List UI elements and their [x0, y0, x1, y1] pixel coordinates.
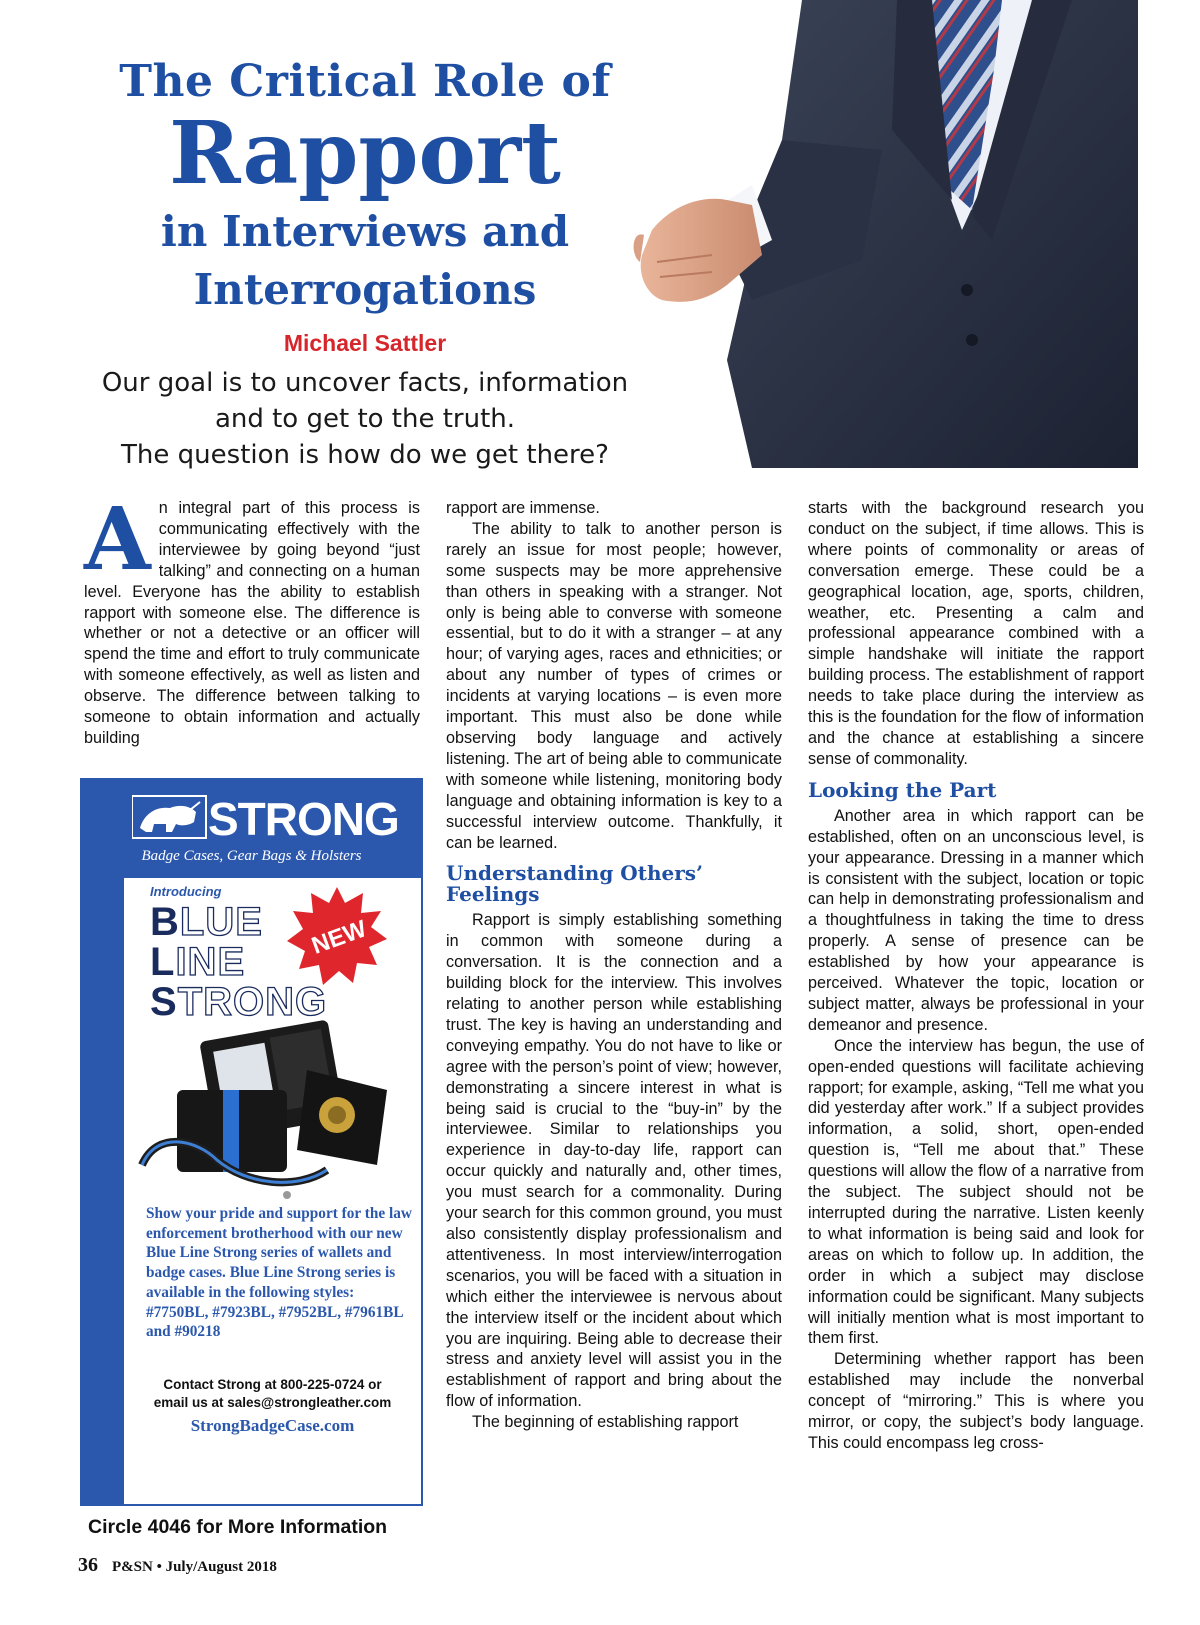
paragraph: rapport are immense. [446, 499, 600, 517]
ad-word-rest: INE [175, 940, 246, 984]
ad-tagline: Badge Cases, Gear Bags & Holsters [141, 848, 362, 864]
strong-advertisement [80, 778, 423, 1506]
paragraph: starts with the background research you conduct on the subject, if time allows. This is where points of commonality or areas of conversation emerge. These could be a geographical location, age, sports, children, weather, etc. Presenting a calm and professional appearance combined with a simple handshake will initiate the rapport building process. The establishment of rapport needs to take place during the interview as this is the foundation for the flow of information and the chance at establishing a sincere sense of commonality. [808, 499, 1144, 768]
headline-line-4: Interrogations [193, 265, 537, 314]
wallet-products-image [137, 990, 407, 1200]
article-column-2 [446, 498, 782, 1433]
headline-line-2: Rapport [169, 103, 561, 204]
page-footer [78, 1554, 277, 1577]
ad-contact-email[interactable]: email us at sales@strongleather.com [153, 1395, 392, 1410]
headline-line-3: in Interviews and [160, 207, 570, 256]
paragraph: Determining whether rapport has been established may include the nonverbal concept of “mirroring.” This is where you mirror, or copy, the subject’s body language. This could encompass leg cross- [808, 1350, 1144, 1452]
paragraph: The ability to talk to another person is rarely an issue for most people; however, some suspects may be more apprehensive than others in speaking with a stranger. Not only is being able to converse with someone essential, but to do it with a stranger – at any hour; of varying ages, races and ethnicities; or about any number of types of crimes or incidents at varying locations – is even more important. This must also be done while observing body language and actively listening. The art of being able to communicate with someone while listening, monitoring body language and obtaining information is key to a successful interview outcome. Thankfully, it can be learned. [446, 519, 782, 852]
section-heading: Looking the Part [808, 777, 997, 802]
article-column-3 [808, 498, 1144, 1454]
article-headline [85, 55, 645, 319]
paragraph: The beginning of establishing rapport [472, 1413, 739, 1432]
hero-photo-handshake [632, 0, 1138, 468]
subtitle-line-3: The question is how do we get there? [121, 440, 609, 470]
paragraph: Rapport is simply establishing something in common with someone during a conversation. It is the connection and a building block for the interview. This involves relating to another person while establishing trust. The key is having an understanding and conveying empathy. You do not have to like or agree with the person’s point of view; however, demonstrating a sincere interest in what is being said is crucial to the “buy-in” by the interviewee. Similar to relationships you experience in day-to-day life, rapport can occur quickly and naturally and, other times, you must search for a commonality. During your search for this common ground, you must also consistently display professionalism and attentiveness. In most interview/interrogation scenarios, you will be faced with a situation in which either the interviewee is nervous about the interview itself or the incident about which you are inquiring. Being able to decrease their stress and anxiety level will assist you in the establishment of rapport and bring about the flow of information. [446, 911, 782, 1411]
drop-cap: A [84, 489, 151, 590]
new-badge-text: NEW [308, 915, 371, 960]
section-heading: Understanding Others’ Feelings [446, 861, 703, 907]
author-byline: Michael Sattler [283, 330, 447, 356]
ad-letter: L [150, 940, 176, 984]
ad-introducing: Introducing [150, 884, 222, 899]
paragraph: n integral part of this process is communicating effectively with the interviewee by going beyond “just talking” and connecting on a human level. Everyone has the ability to establish rapport with someone else. The difference is whether or not a detective or an officer will spend the time and effort to truly communicate with someone effectively, as well as listen and observe. The difference between talking to someone to obtain information and actually building [84, 499, 420, 747]
new-starburst-icon [287, 885, 387, 985]
ad-word-rest: LUE [179, 900, 263, 944]
paragraph: Another area in which rapport can be established, often on an unconscious level, is your appearance. Dressing in a manner which is consistent with the subject, location or topic can help in demonstrating professionalism and a thoughtfulness in taking the time to dress properly. A sense of presence can be established by how your appearance is perceived. Whatever the topic, location or subject matter, always be professional in your demeanor and presence. [808, 806, 1144, 1034]
subtitle-line-1: Our goal is to uncover facts, information [101, 368, 629, 398]
ad-body-text: Show your pride and support for the law enforcement brotherhood with our new Blue Line Strong series of wallets and badge cases. Blue Line Strong series is available in the following styles: #7750BL, #7923BL, #7952BL, #7961BL and #90218 [146, 1205, 412, 1341]
ad-word-rest: TRONG [177, 980, 328, 1024]
ad-contact [124, 1376, 421, 1412]
paragraph: Once the interview has begun, the use of open-ended questions will facilitate achieving rapport; for example, asking, “Tell me what you did yesterday after work.” If a subject provides information, a solid, short, open-ended question is, “Tell me about that.” These questions will allow the flow of a narrative from the subject. The subject should not be interrupted during the narrative. Listen keenly to what information is being said and look for areas on which to follow up. In addition, the order in which a subject may disclose information could be significant. Many subjects will initially mention what is most important to them first. [808, 1036, 1144, 1348]
ad-left-bar [82, 878, 124, 1504]
ad-letter: B [150, 900, 180, 944]
circle-info-note: Circle 4046 for More Information [88, 1516, 388, 1538]
ad-contact-phone: Contact Strong at 800-225-0724 or [163, 1377, 382, 1392]
headline-line-1: The Critical Role of [119, 56, 611, 107]
article-column-1 [84, 489, 420, 749]
subtitle-line-2: and to get to the truth. [214, 404, 516, 434]
article-subtitle [85, 365, 645, 473]
ad-letter: S [150, 980, 178, 1024]
publication-info: P&SN • July/August 2018 [112, 1559, 277, 1575]
businessman-handshake-photo [632, 0, 1138, 468]
ad-website-link[interactable]: StrongBadgeCase.com [190, 1416, 355, 1435]
page-number: 36 [78, 1554, 98, 1576]
ad-brand-name: STRONG [208, 793, 399, 845]
